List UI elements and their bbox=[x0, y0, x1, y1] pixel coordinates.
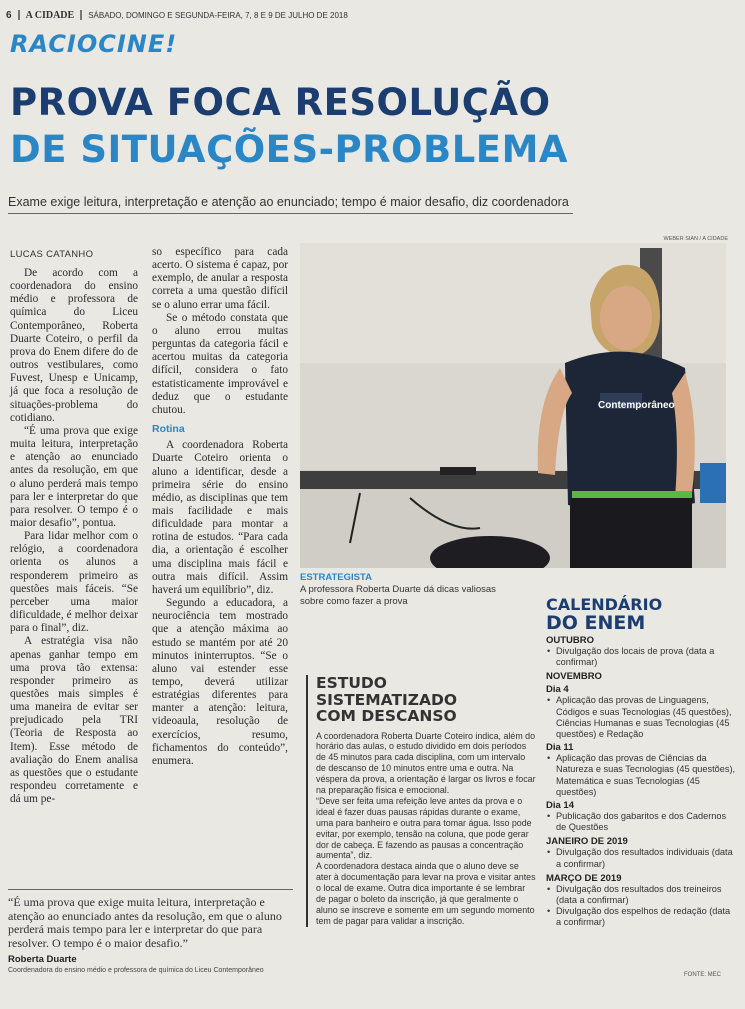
caption-title: ESTRATEGISTA bbox=[300, 572, 372, 583]
photo-caption bbox=[300, 572, 510, 608]
paragraph: Se o método constata que o aluno errou muitas perguntas da categoria fácil e acertou muitas da categoria difícil, considera o fato estatisticamente improvável e deduz que o estudante chutou. bbox=[152, 311, 288, 416]
box-title: ESTUDO SISTEMATIZADO COM DESCANSO bbox=[316, 674, 458, 725]
event-list bbox=[546, 847, 736, 869]
event-list bbox=[546, 646, 736, 668]
event-item: • Publicação dos gabaritos e dos Cadernos de Questões bbox=[546, 811, 736, 833]
month-heading: MARÇO DE 2019 bbox=[546, 872, 622, 884]
paragraph: A coordenadora destaca ainda que o aluno deve se ater à documentação para levar na prova e visitar antes o local de exame. Outra dica importante é se lembrar de pagar o boleto da inscrição, já que geralmente o aluno se inscreve e somente em um segundo momento tem de pagar para validar a inscrição. bbox=[316, 861, 536, 926]
box-body bbox=[316, 731, 536, 927]
enem-calendar bbox=[546, 596, 736, 929]
paragraph: A coordenadora Roberta Duarte Coteiro indica, além do horário das aulas, o estudo dividido em dois períodos de 45 minutos para cada disciplina, com um intervalo de descanso de 10 minutos entre uma e outra. Na véspera da prova, a orientação é largar os livros e focar na preparação física e emocional. bbox=[316, 730, 536, 796]
day-heading: Dia 14 bbox=[546, 800, 574, 812]
quote-author: Roberta Duarte bbox=[8, 954, 77, 965]
paragraph: Segundo a educadora, a neurociência tem mostrado que a atenção máxima ao estudo se mantém por até 20 minutos ininterruptos. “Se o aluno vai estender esse tempo, deverá utilizar estratégias diferentes para manter a atenção: leitura, videoaula, resolução de exercícios, resumo, fichamentos do conteúdo”, enumera. bbox=[152, 597, 288, 767]
section-subtitle: Rotina bbox=[152, 423, 185, 436]
quote-author-role: Coordenadora do ensino médio e professora de química do Liceu Contemporâneo bbox=[8, 967, 264, 974]
day-heading: Dia 11 bbox=[546, 742, 574, 754]
header-divider bbox=[80, 10, 82, 20]
event-item: • Divulgação dos espelhos de redação (data a confirmar) bbox=[546, 906, 736, 928]
article-column-2 bbox=[152, 246, 288, 768]
paragraph: so específico para cada acerto. O sistema é capaz, por exemplo, de anular a resposta correta a uma questão difícil se o aluno errar uma fácil. bbox=[152, 246, 288, 311]
event-list bbox=[546, 695, 736, 740]
section-label: RACIOCINE! bbox=[10, 30, 178, 58]
event-item: • Aplicação das provas de Linguagens, Códigos e suas Tecnologias (45 questões), Ciências Humanas e suas Tecnologias (45 questões) e Redação bbox=[546, 695, 736, 740]
teacher-photo-illustration bbox=[300, 243, 726, 568]
paragraph: A coordenadora Roberta Duarte Coteiro orienta o aluno a identificar, desde a primeira série do ensino médio, as disciplinas que tem mais facilidade e mais dificuldade para montar a rotina de estudos. “Para cada dia, a orientação é escolher uma disciplina mais fácil e outra mais difícil. Assim haverá um equilíbrio”, diz. bbox=[152, 439, 288, 596]
byline: LUCAS CATANHO bbox=[10, 249, 94, 260]
paragraph: “É uma prova que exige muita leitura, interpretação e atenção ao enunciado antes da resolução, em que o aluno perderá mais tempo para ler e interpretar do que para resolver. O tempo é o maior desafio”, pontua. bbox=[10, 424, 138, 529]
shirt-logo-text: Contemporâneo bbox=[598, 400, 675, 411]
event-list bbox=[546, 753, 736, 798]
month-heading: NOVEMBRO bbox=[546, 671, 602, 683]
event-list bbox=[546, 884, 736, 929]
calendar-title-line-2: DO ENEM bbox=[546, 612, 646, 634]
page-number: 6 bbox=[6, 9, 12, 21]
calendar-title-line-1: CALENDÁRIO bbox=[546, 595, 663, 614]
issue-date: SÁBADO, DOMINGO E SEGUNDA-FEIRA, 7, 8 E 9 DE JULHO DE 2018 bbox=[88, 10, 348, 20]
headline bbox=[10, 81, 735, 171]
sidebar-box bbox=[306, 675, 536, 927]
caption-text: A professora Roberta Duarte dá dicas valiosas sobre como fazer a prova bbox=[300, 584, 496, 607]
quote-text: “É uma prova que exige muita leitura, interpretação e atenção ao enunciado antes da resolução, em que o aluno perderá mais tempo para ler e interpretar do que para resolver. O tempo é o maior desafio.” bbox=[8, 895, 282, 950]
article-column-1 bbox=[10, 267, 138, 806]
month-heading: OUTUBRO bbox=[546, 635, 595, 646]
paragraph: A estratégia visa não apenas ganhar tempo em uma prova tão extensa: responder primeiro as questões mais simples é uma maneira de evitar ser prejudicado pela TRI (Teoria de Resposta ao Item). Esse método de avaliação do Enem analisa as questões que o estudante respondeu corretamente e dá um pe- bbox=[10, 635, 138, 806]
newspaper-name: A CIDADE bbox=[25, 9, 75, 21]
event-item: • Aplicação das provas de Ciências da Natureza e suas Tecnologias (45 questões), Matemática e suas Tecnologias (45 questões) bbox=[546, 753, 736, 798]
headline-line-2: DE SITUAÇÕES-PROBLEMA bbox=[10, 128, 569, 171]
article-photo bbox=[300, 243, 726, 568]
paragraph: “Deve ser feita uma refeição leve antes da prova e o ideal é fazer duas pausas rápidas durante o exame, uma para banheiro e outra para tomar água. Isso pode evitar, por exemplo, tensão na coluna, que pode gerar dor de cabeça. E fazendo as pausas a concentração aumenta”, diz. bbox=[316, 795, 532, 861]
pull-quote bbox=[8, 889, 293, 974]
calendar-title bbox=[546, 596, 736, 632]
paragraph: De acordo com a coordenadora do ensino médio e professora de química do Liceu Contemporâneo, Roberta Duarte Coteiro, o perfil da prova do Enem difere do de outros vestibulares, como Fuvest, Unesp e Unicamp, já que foca a resolução de situações-problema do cotidiano. bbox=[10, 267, 138, 424]
calendar-source: FONTE: MEC bbox=[684, 972, 721, 978]
photo-credit: WEBER SIAN / A CIDADE bbox=[663, 236, 728, 242]
event-item: • Divulgação dos resultados dos treineiros (data a confirmar) bbox=[546, 884, 736, 906]
event-item: • Divulgação dos locais de prova (data a confirmar) bbox=[546, 646, 736, 668]
header-divider bbox=[18, 10, 20, 20]
event-item: • Divulgação dos resultados individuais (data a confirmar) bbox=[546, 847, 736, 869]
paragraph: Para lidar melhor com o relógio, a coordenadora orienta os alunos a responderem primeiro as questões mais fáceis. “Se perceber uma maior dificuldade, é melhor deixar para o final”, diz. bbox=[10, 530, 138, 635]
headline-line-1: PROVA FOCA RESOLUÇÃO bbox=[10, 81, 551, 124]
event-list bbox=[546, 811, 736, 833]
page-header bbox=[6, 8, 735, 22]
subheadline: Exame exige leitura, interpretação e atenção ao enunciado; tempo é maior desafio, diz coordenadora bbox=[8, 195, 573, 214]
day-heading: Dia 4 bbox=[546, 684, 569, 696]
month-heading: JANEIRO DE 2019 bbox=[546, 836, 628, 848]
